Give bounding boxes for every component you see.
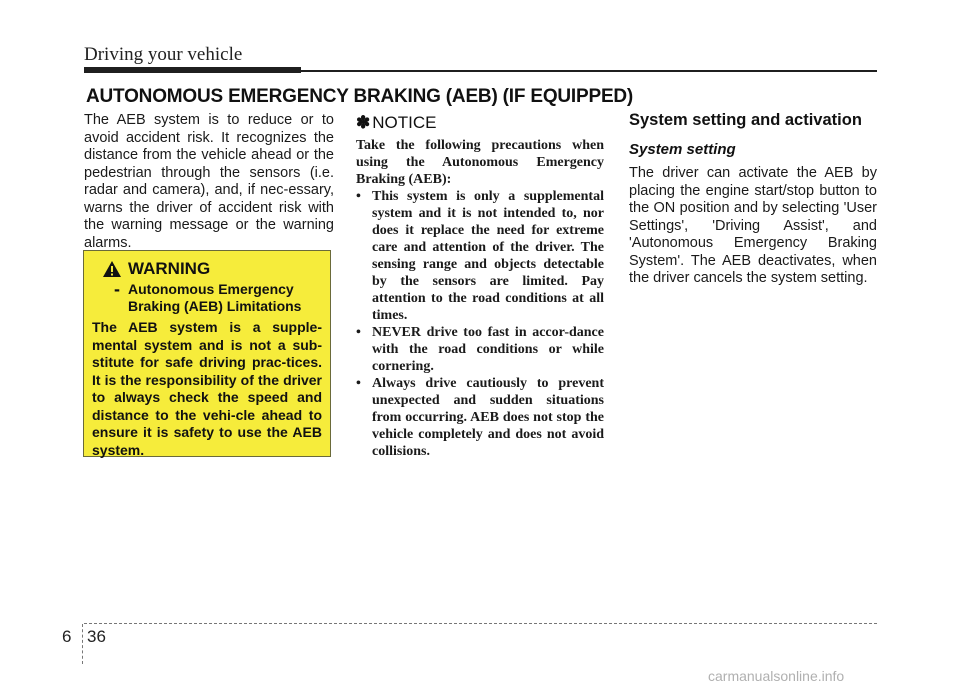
- notice-item-text: Always drive cautiously to prevent unexpected and sudden situations from occurring. AEB does not stop the vehicle completely and does not avoid collisions.: [372, 376, 604, 459]
- bullet-icon: •: [356, 325, 361, 340]
- notice-item-text: NEVER drive too fast in accor-dance with the road conditions or while cornering.: [372, 325, 604, 374]
- notice-star-icon: ✽: [356, 113, 371, 132]
- section-title: AUTONOMOUS EMERGENCY BRAKING (AEB) (IF EQUIPPED): [86, 86, 634, 107]
- warning-body: The AEB system is a supple-mental system and is not a sub-stitute for safe driving prac-tices. It is the responsibility of the driver to always check the speed and distance to the vehi-cle ahead to ensure it is safety to use the AEB system.: [92, 319, 322, 458]
- list-item: [356, 324, 604, 375]
- footer-rule: [84, 623, 877, 624]
- running-header-title: Driving your vehicle: [84, 44, 243, 65]
- warning-header: [102, 259, 322, 279]
- bullet-icon: •: [356, 189, 361, 204]
- notice-column: [356, 113, 604, 460]
- page-number: 36: [87, 627, 106, 646]
- header-rule-thin: [301, 70, 877, 72]
- notice-heading: [356, 113, 604, 133]
- list-item: [356, 375, 604, 460]
- bullet-icon: •: [356, 376, 361, 391]
- warning-triangle-icon: [102, 260, 122, 278]
- warning-dash: -: [114, 279, 120, 299]
- notice-intro: Take the following precautions when using the Autonomous Emergency Braking (AEB):: [356, 138, 604, 187]
- warning-subtitle-row: [114, 281, 322, 315]
- warning-title: WARNING: [128, 259, 211, 278]
- system-setting-body: The driver can activate the AEB by placing the engine start/stop button to the ON position and by selecting 'User Settings', 'Driving Assist', and 'Autonomous Emergency Braking System'. The AEB deactivates, when the driver cancels the system setting.: [629, 165, 877, 286]
- notice-item-text: This system is only a supplemental system and it is not intended to, nor does it replace the need for extreme care and attention of the driver. The sensing range and objects detectable by the sensors are limited. Pay attention to the road conditions at all times.: [372, 189, 604, 323]
- notice-title: NOTICE: [372, 113, 437, 132]
- notice-list: [356, 188, 604, 460]
- footer-page-divider: [82, 624, 83, 664]
- list-item: [356, 188, 604, 324]
- warning-subtitle: Autonomous Emergency Braking (AEB) Limitations: [128, 281, 302, 314]
- system-setting-subheading: System setting: [629, 141, 736, 158]
- warning-box: [83, 250, 331, 457]
- intro-paragraph: The AEB system is to reduce or to avoid accident risk. It recognizes the distance from the vehicle ahead or the pedestrian through the sensors (i.e. radar and camera), and, if nec-essary, warns the driver of accident risk with the warning message or the warning alarms.: [84, 112, 334, 251]
- system-setting-heading: System setting and activation: [629, 111, 862, 129]
- header-rule-thick: [84, 67, 301, 73]
- system-setting-column: [629, 111, 877, 288]
- chapter-number: 6: [62, 627, 72, 646]
- watermark: carmanualsonline.info: [708, 668, 845, 684]
